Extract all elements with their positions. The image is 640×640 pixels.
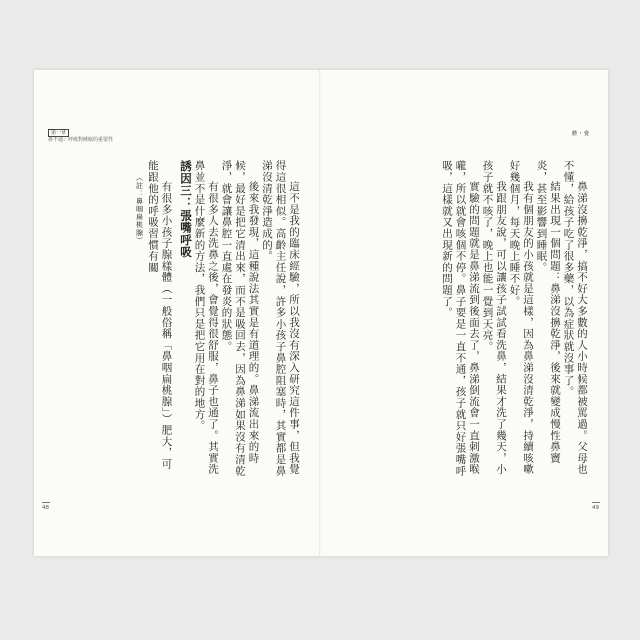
annotation-note: （註：鼻咽扁桃腺）	[135, 174, 144, 245]
chapter-header	[48, 130, 113, 144]
right-paragraph-1: 鼻涕沒擤乾淨，搞不好大多數的人小時候都被罵過。父母也不懂，給孩子吃了很多藥，以為症狀就沒事了。	[562, 160, 588, 475]
heading-paragraph: 有很多小孩子腺樣體（一般俗稱「鼻咽扁桃腺」）肥大，可能跟他的呼吸習慣有關	[147, 160, 173, 470]
chapter-tag: 第一章	[48, 129, 69, 137]
left-paragraph-1: 這不是我的臨床經驗，所以我沒有深入研究這件事，但我覺得這很相似。高齡主任說，許多小孩子鼻腔阻塞時，其實都是鼻涕沒清乾淨造成的。	[261, 160, 300, 477]
chapter-title: 鼻不通：呼吸對睡眠的重要性	[48, 137, 114, 143]
page-number-left: 48	[42, 502, 50, 511]
left-page	[34, 70, 320, 556]
section-heading: 誘因三：張嘴呼吸	[179, 160, 193, 259]
right-page	[322, 70, 608, 556]
page-number-right: 49	[592, 502, 600, 511]
left-body-text	[52, 160, 300, 480]
right-body-text	[340, 160, 588, 480]
right-paragraph-4: 我跟朋友說，可以讓孩子試試看洗鼻，結果才洗了幾天，小孩子就不咳了，晚上也能一覺到天亮。	[481, 160, 507, 475]
left-paragraph-3: 有很多人去洗鼻之後，會覺得很舒服，鼻子也通了。其實洗鼻並不是什麼新的方法，我們只是把它用在對的地方。	[193, 160, 219, 475]
right-paragraph-3: 我有個朋友的小孩就是這樣，因為鼻涕沒清乾淨，持續咳嗽好幾個月，每天晚上睡不好。	[508, 160, 534, 475]
running-head: 體・覺	[571, 131, 590, 137]
right-paragraph-2: 結果出現一個問題：鼻涕沒擤乾淨，後來就變成慢性鼻竇炎，甚至影響到睡眠。	[535, 160, 561, 464]
left-paragraph-2: 後來我發現，這種說法其實是有道理的。鼻涕流出來的時候，最好是把它清出來，而不是吸回去，因為鼻涕如果沒有清乾淨，就會讓鼻腔一直處在發炎的狀態。	[220, 160, 260, 477]
right-paragraph-5: 實驗的問題就是鼻涕流到後面去了，鼻涕倒流會一直刺激喉嚨，所以就會咳個不停。鼻子要是一直不通，孩子就只好張嘴呼吸，這樣就又出現新的問題了。	[441, 160, 480, 477]
